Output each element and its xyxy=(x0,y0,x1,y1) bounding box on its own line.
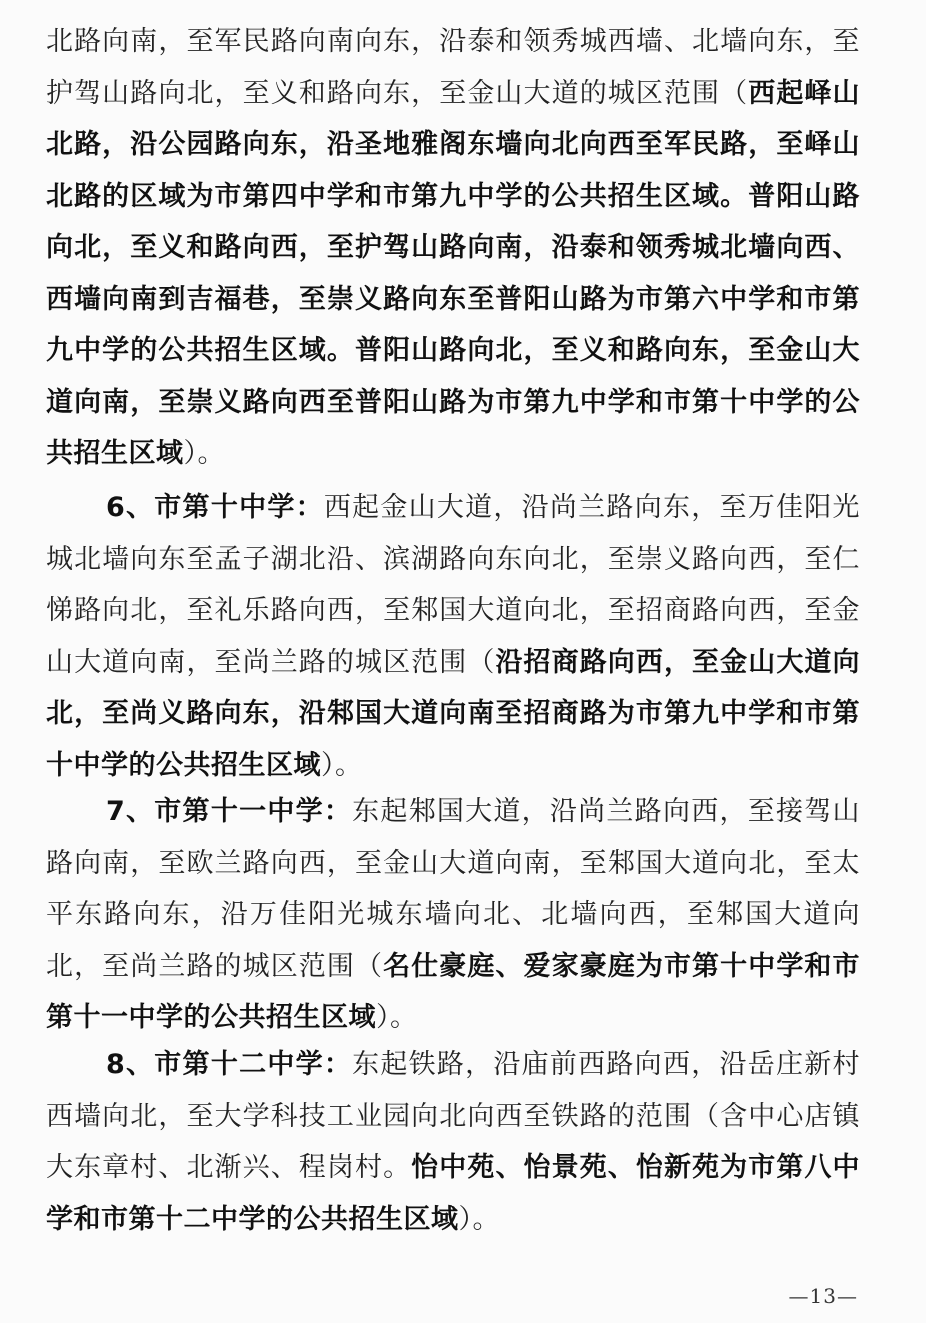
bold-text-segment: 名仕豪庭、爱家豪庭为市第十中学和市第十一中学的公共招生区域 xyxy=(46,950,861,1033)
bold-text-segment: 沿招商路向西，至金山大道向北，至尚义路向东，沿邾国大道向南至招商路为市第九中学和市第十中学的公共招生区域 xyxy=(46,646,861,781)
text-segment: 北路向南，至军民路向南向东，沿泰和领秀城西墙、北墙向东，至护驾山路向北，至义和路向东，至金山大道的城区范围（ xyxy=(46,26,860,109)
paragraph-continuation xyxy=(46,16,860,480)
section-heading: 6、市第十中学： xyxy=(106,492,324,523)
text-segment: 东起铁路，沿庙前西路向西，沿岳庄新村西墙向北，至大学科技工业园向北向西至铁路的范围（含中心店镇大东章村、北渐兴、程岗村。 xyxy=(46,1049,860,1183)
paragraph-school-10 xyxy=(46,482,860,791)
text-segment: ）。 xyxy=(458,1203,500,1235)
bold-text-segment: 怡中苑、怡景苑、怡新苑为市第八中学和市第十二中学的公共招生区域 xyxy=(46,1152,861,1235)
section-heading: 8、市第十二中学： xyxy=(106,1049,353,1080)
paragraph-school-12 xyxy=(46,1039,860,1245)
page-number: —13— xyxy=(788,1284,858,1308)
text-segment: ）。 xyxy=(376,1002,418,1033)
text-segment: 东起邾国大道，沿尚兰路向西，至接驾山路向南，至欧兰路向西，至金山大道向南，至邾国大道向北，至太平东路向东，沿万佳阳光城东墙向北、北墙向西，至邾国大道向北，至尚兰路的城区范围（ xyxy=(46,796,860,982)
bold-text-segment: 西起峄山北路，沿公园路向东，沿圣地雅阁东墙向北向西至军民路，至峄山北路的区域为市第四中学和市第九中学的公共招生区域。普阳山路向北，至义和路向西，至护驾山路向南，沿泰和领秀城北墙向西、西墙向南到吉福巷，至崇义路向东至普阳山路为市第六中学和市第九中学的公共招生区域。普阳山路向北，至义和路向东，至金山大道向南，至崇义路向西至普阳山路为市第九中学和市第十中学的公共招生区域 xyxy=(46,77,861,469)
section-heading: 7、市第十一中学： xyxy=(106,796,353,827)
text-segment: 西起金山大道，沿尚兰路向东，至万佳阳光城北墙向东至孟子湖北沿、滨湖路向东向北，至崇义路向西，至仁悌路向北，至礼乐路向西，至邾国大道向北，至招商路向西，至金山大道向南，至尚兰路的城区范围（ xyxy=(46,492,860,678)
text-segment: ）。 xyxy=(321,749,363,781)
text-segment: ）。 xyxy=(183,438,225,469)
paragraph-school-11 xyxy=(46,786,860,1044)
